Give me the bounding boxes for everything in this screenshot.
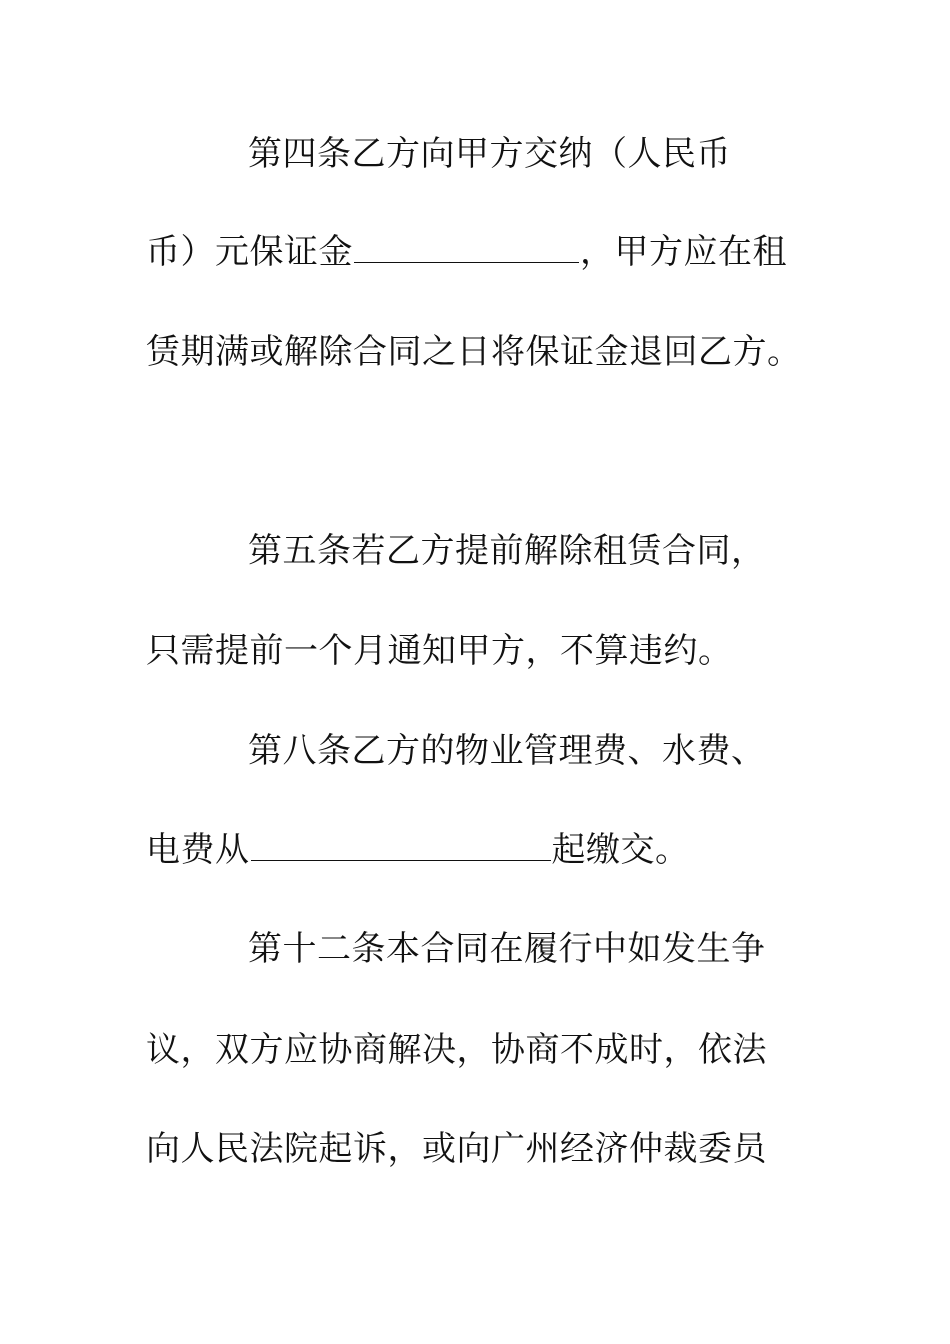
- article-12-line-1: 第十二条本合同在履行中如发生争: [248, 929, 766, 969]
- article-4-line-1: 第四条乙方向甲方交纳（人民币: [248, 134, 731, 174]
- article-4-line-2: 币）元保证金 ，甲方应在租: [146, 232, 787, 272]
- article-12-line-3: 向人民法院起诉，或向广州经济仲裁委员: [146, 1129, 767, 1169]
- article-5-line-1: 第五条若乙方提前解除租赁合同，: [248, 531, 766, 571]
- article-8-line-2: 电费从 起缴交。: [146, 830, 690, 870]
- article-12-line-2: 议，双方应协商解决，协商不成时，依法: [146, 1030, 767, 1070]
- start-date-blank: [251, 830, 551, 861]
- article-5-line-2: 只需提前一个月通知甲方，不算违约。: [146, 631, 733, 671]
- article-4-line-3: 赁期满或解除合同之日将保证金退回乙方。: [146, 332, 802, 372]
- deposit-amount-blank: [354, 232, 579, 263]
- article-8-line-1: 第八条乙方的物业管理费、水费、: [248, 731, 766, 771]
